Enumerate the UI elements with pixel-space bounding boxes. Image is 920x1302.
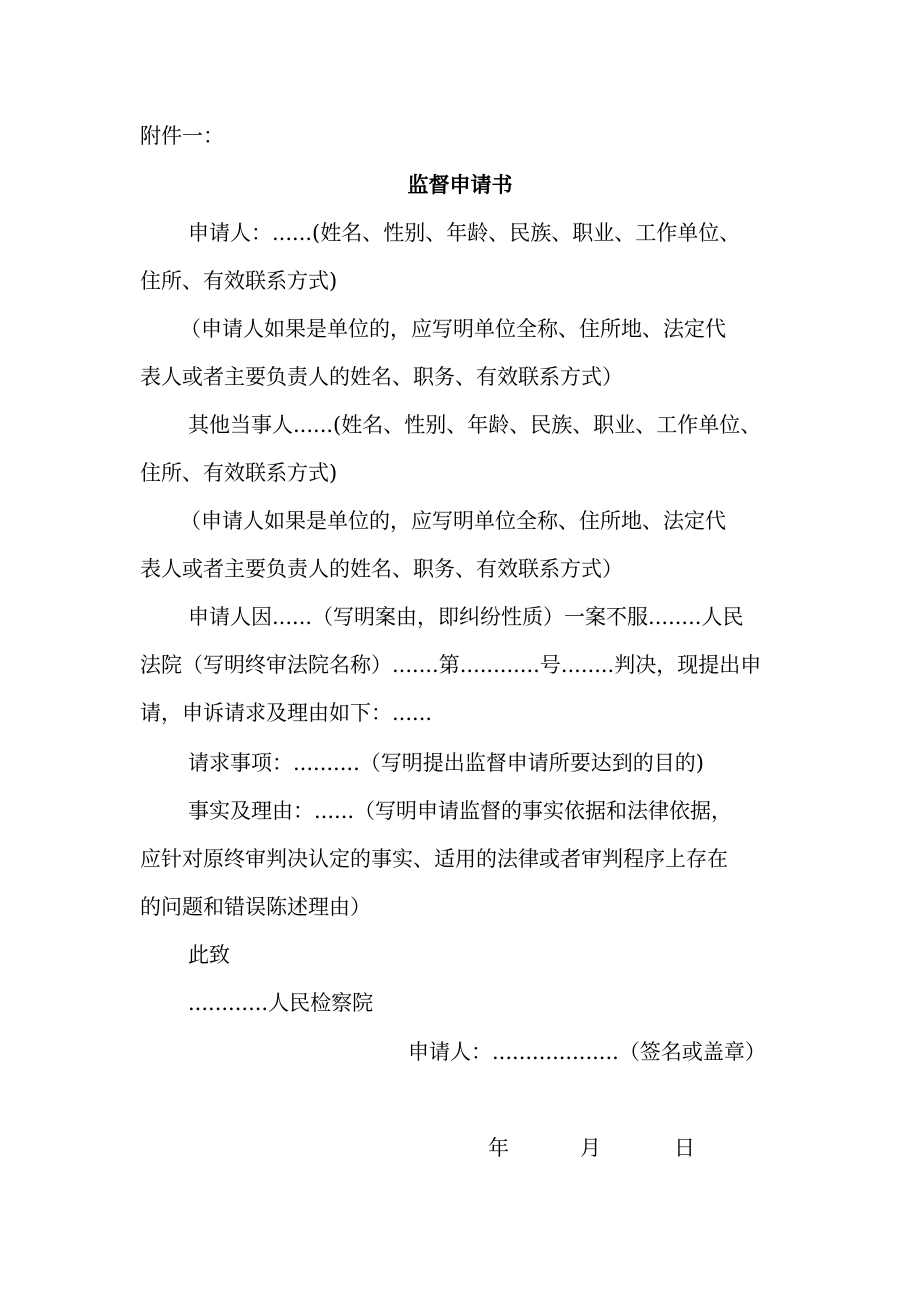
applicant-note-line-1: （申请人如果是单位的，应写明单位全称、住所地、法定代 [180, 317, 726, 341]
date-day: 日 [674, 1136, 695, 1160]
other-party-note-line-1: （申请人如果是单位的，应写明单位全称、住所地、法定代 [180, 509, 726, 533]
case-line-1: 申请人因......（写明案由，即纠纷性质）一案不服........人民 [188, 605, 744, 629]
request-line: 请求事项：..........（写明提出监督申请所要达到的目的) [188, 751, 704, 775]
other-party-line-2: 住所、有效联系方式) [140, 461, 338, 485]
other-party-line-1: 其他当事人......(姓名、性别、年龄、民族、职业、工作单位、 [188, 413, 762, 437]
signature-line: 申请人：...................（签名或盖章） [408, 1040, 766, 1064]
applicant-line-1: 申请人：......(姓名、性别、年龄、民族、职业、工作单位、 [188, 221, 741, 245]
other-party-note-line-2: 表人或者主要负责人的姓名、职务、有效联系方式） [140, 557, 623, 581]
case-line-3: 请，申诉请求及理由如下：...... [140, 701, 433, 725]
applicant-note-line-2: 表人或者主要负责人的姓名、职务、有效联系方式） [140, 365, 623, 389]
date-year: 年 [488, 1136, 509, 1160]
facts-line-3: 的问题和错误陈述理由） [140, 895, 371, 919]
applicant-line-2: 住所、有效联系方式) [140, 269, 338, 293]
facts-line-1: 事实及理由：......（写明申请监督的事实依据和法律依据， [188, 799, 733, 823]
facts-line-2: 应针对原终审判决认定的事实、适用的法律或者审判程序上存在 [140, 847, 728, 871]
date-month: 月 [580, 1136, 601, 1160]
case-line-2: 法院（写明终审法院名称）.......第............号........判决，现提出申 [140, 653, 762, 677]
recipient-line: ............人民检察院 [188, 991, 374, 1015]
attachment-label: 附件一： [140, 124, 224, 148]
closing-line: 此致 [188, 943, 230, 967]
document-title: 监督申请书 [407, 172, 513, 197]
